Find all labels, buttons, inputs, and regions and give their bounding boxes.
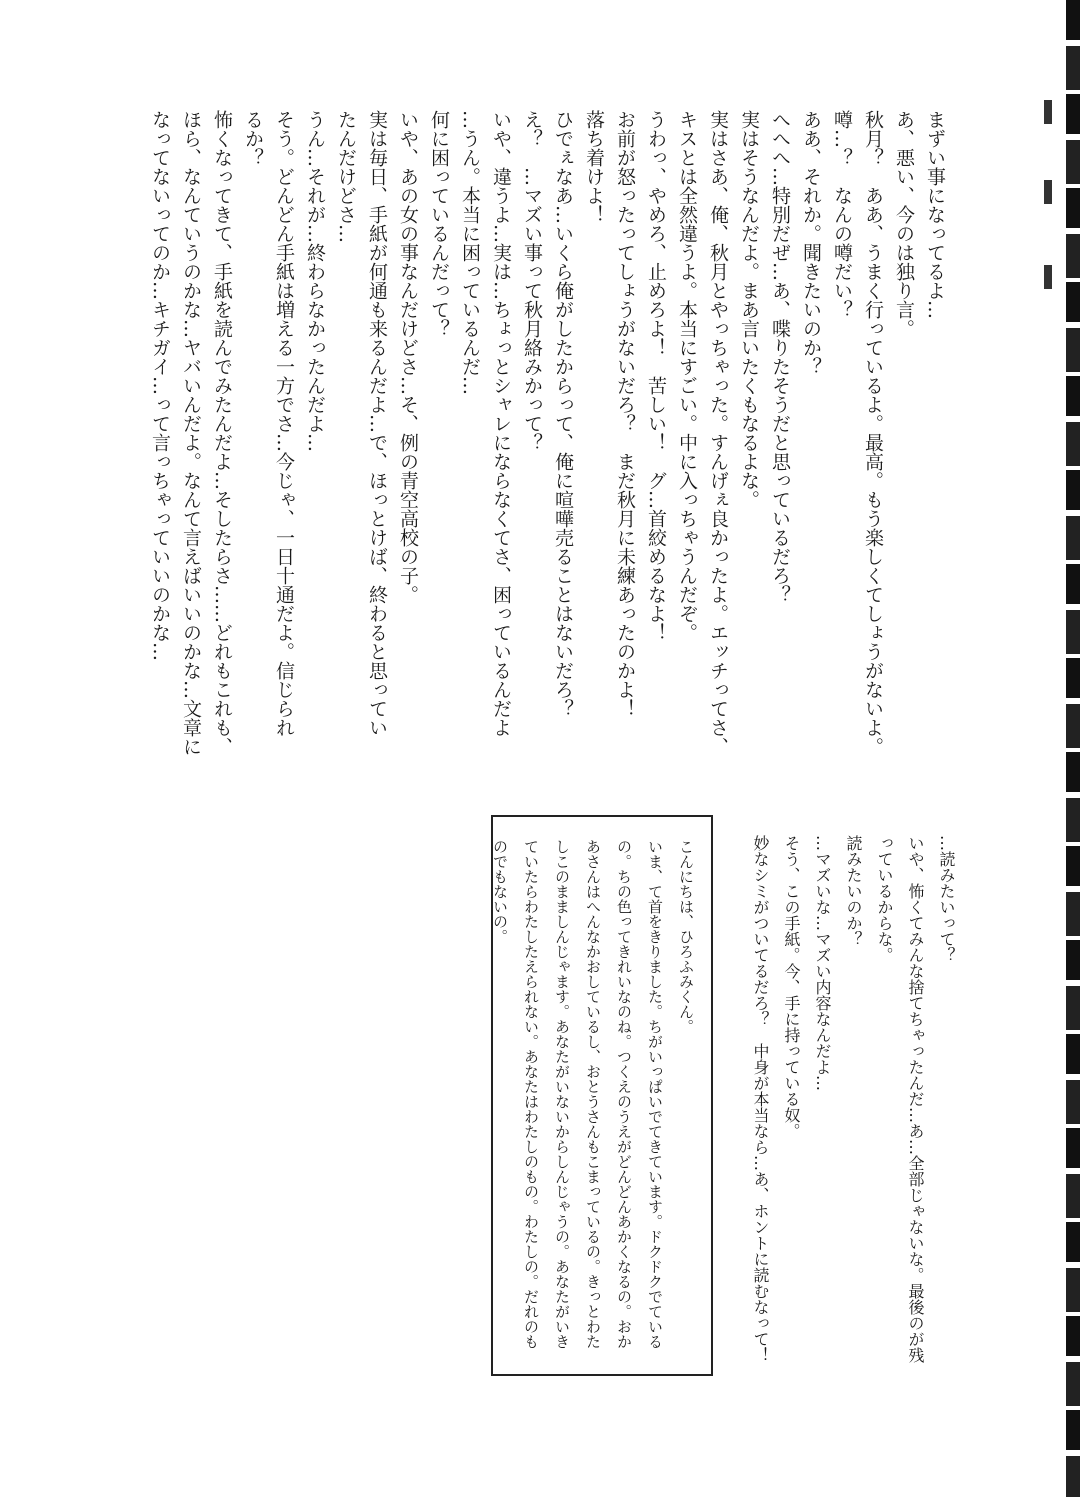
scan-edge-border: [1066, 0, 1080, 1497]
dialogue-line: 秋月？ ああ、うまく行っているよ。最高。もう楽しくてしょうがないよ。: [862, 110, 884, 756]
scan-mark: [1044, 265, 1052, 289]
dialogue-line: そう、この手紙。今、手に持っている奴。: [782, 835, 801, 1139]
dialogue-line: たんだけどさ…: [335, 110, 357, 243]
letter-box: [491, 815, 713, 1376]
dialogue-line: 何に困っているんだって？: [428, 110, 450, 338]
dialogue-line: いや、怖くてみんな捨てちゃったんだ…あ…全部じゃないな。最後のが残: [906, 835, 925, 1363]
dialogue-line: 実はそうなんだよ。まあ言いたくもなるよな。: [738, 110, 760, 509]
dialogue-line: っているからな。: [875, 835, 894, 963]
letter-line: しこのまましんじゃます。あなたがいないからしんじゃうの。あなたがいき: [553, 839, 571, 1349]
dialogue-line: まずい事になってるよ…: [924, 110, 946, 319]
dialogue-line: 怖くなってきて、手紙を読んでみたんだよ…そしたらさ……どれもこれも、: [211, 110, 233, 756]
dialogue-line: るか？: [242, 110, 264, 167]
letter-line: いま、て首をきりました。ちがいっぱいでてきています。ドクドクでている: [646, 839, 664, 1349]
dialogue-line: キスとは全然違うよ。本当にすごい。中に入っちゃうんだぞ。: [676, 110, 698, 642]
dialogue-line: いや、あの女の事なんだけどさ…そ、例の青空高校の子。: [397, 110, 419, 604]
scan-mark: [1044, 100, 1052, 124]
letter-line: こんにちは、ひろふみくん。: [677, 839, 695, 1034]
dialogue-line: いや、違うよ…実は…ちょっとシャレにならなくてさ、困っているんだよ: [490, 110, 512, 737]
dialogue-line: …読みたいって？: [937, 835, 956, 963]
dialogue-line: ああ、それか。聞きたいのか？: [800, 110, 822, 376]
dialogue-line: 実はさあ、俺、秋月とやっちゃった。すんげぇ良かったよ。エッチってさ、: [707, 110, 729, 756]
dialogue-bottom-block: [745, 835, 962, 1363]
dialogue-line: 落ち着けよ！: [583, 110, 605, 224]
letter-line: のでもないの。: [491, 839, 509, 944]
dialogue-line: 妙なシミがついてるだろ？ 中身が本当なら…あ、ホントに読むなって！: [751, 835, 770, 1363]
dialogue-line: …マズいな…マズい内容なんだよ…: [813, 835, 832, 1091]
dialogue-line: …うん。本当に困っているんだ…: [459, 110, 481, 395]
dialogue-line: そう。どんどん手紙は増える一方でさ…今じゃ、一日十通だよ。信じられ: [273, 110, 295, 737]
dialogue-line: へへへ…特別だぜ…あ、喋りたそうだと思っているだろ？: [769, 110, 791, 604]
dialogue-line: あ、悪い、今のは独り言。: [893, 110, 915, 338]
dialogue-line: 噂…？ なんの噂だい？: [831, 110, 853, 319]
dialogue-line: 実は毎日、手紙が何通も来るんだよ…で、ほっとけば、終わると思ってい: [366, 110, 388, 737]
letter-line: の。ちの色ってきれいなのね。つくえのうえがどんどんあかくなるの。おか: [615, 839, 633, 1349]
dialogue-line: ほら、なんていうのかな…ヤバいんだよ。なんて言えばいいのかな…文章に: [180, 110, 202, 756]
scan-mark: [1044, 180, 1052, 204]
dialogue-line: なってないってのか…キチガイ…って言っちゃっていいのかな…: [149, 110, 171, 661]
letter-text: [484, 839, 701, 1349]
dialogue-top-block: [144, 110, 950, 756]
dialogue-line: うん…それが…終わらなかったんだよ…: [304, 110, 326, 452]
letter-line: ていたらわたしたえられない。あなたはわたしのもの。わたしの。だれのも: [522, 839, 540, 1349]
dialogue-line: 読みたいのか？: [844, 835, 863, 947]
dialogue-line: ひでぇなあ…いくら俺がしたからって、俺に喧嘩売ることはないだろ？: [552, 110, 574, 718]
dialogue-line: お前が怒ったってしょうがないだろ？ まだ秋月に未練あったのかよ！: [614, 110, 636, 718]
letter-line: あさんはへんなかおしているし、おとうさんもこまっているの。きっとわた: [584, 839, 602, 1349]
dialogue-line: え？ …マズい事って秋月絡みかって？: [521, 110, 543, 452]
dialogue-line: うわっ、やめろ、止めろよ！ 苦しい！ グ…首絞めるなよ！: [645, 110, 667, 642]
